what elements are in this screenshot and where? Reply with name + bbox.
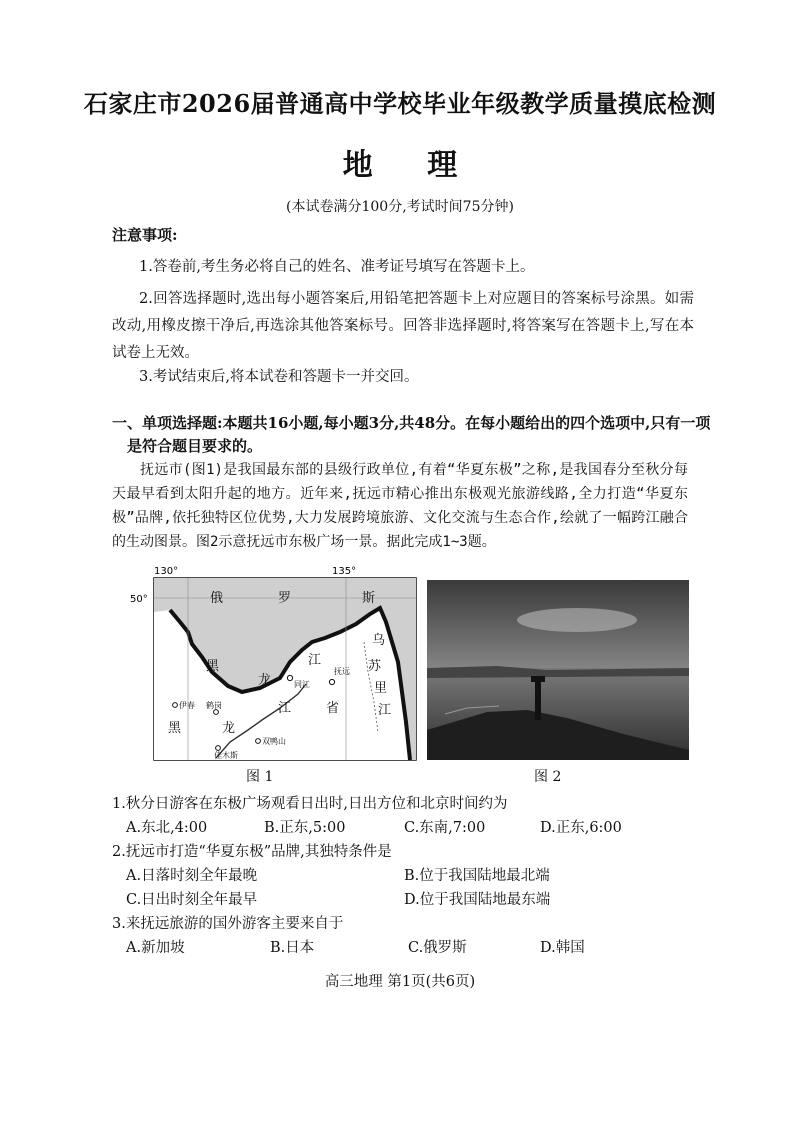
photo-svg <box>427 580 689 760</box>
figure-2-photo <box>427 580 689 760</box>
label-lon-130: 130° <box>154 566 179 577</box>
notice-item-2: 2.回答选择题时,选出每小题答案后,用铅笔把答题卡上对应题目的答案标号涂黑。如需改动,用橡皮擦干净后,再选涂其他答案标号。回答非选择题时,将答案写在答题卡上,写在本试卷上无效。 <box>112 291 694 361</box>
label-shuangyashan: 双鸭山 <box>262 737 286 746</box>
figure-2-caption: 图 2 <box>534 769 562 785</box>
city-dot-tongjiang <box>287 675 292 680</box>
monument-top <box>531 676 545 682</box>
exam-meta: (本试卷满分100分,考试时间75分钟) <box>286 199 514 215</box>
q2-option-a: A.日落时刻全年最晚 <box>126 868 258 884</box>
label-tongjiang: 同江 <box>294 680 310 689</box>
stem-text: 抚远市(图1)是我国最东部的县级行政单位,有着“华夏东极”之称,是我国春分至秋分每天最早看到太阳升起的地方。近年来,抚远市精心推出东极观光旅游线路,全力打造“华夏东极”品牌,依托独特区位优势,大力发展跨境旅游、文化交流与生态合作,绘就了一幅跨江融合的生动图景。图2示意抚远市东极广场一景。据此完成1~3题。 <box>112 462 688 550</box>
label-russia-1: 俄 <box>210 591 224 606</box>
notice-heading: 注意事项: <box>112 226 178 244</box>
label-wusuli-1: 乌 <box>372 633 386 648</box>
city-dot-yichun <box>173 703 178 708</box>
sun-glow <box>517 608 637 632</box>
q2-option-d: D.位于我国陆地最东端 <box>404 892 551 908</box>
question-3-stem: 3.来抚远旅游的国外游客主要来自于 <box>112 916 344 932</box>
notice-item-1: 1.答卷前,考生务必将自己的姓名、准考证号填写在答题卡上。 <box>139 259 535 275</box>
label-russia-3: 斯 <box>362 591 376 606</box>
map-svg <box>130 562 425 762</box>
label-province-3: 江 <box>278 701 292 716</box>
notice-item-3: 3.考试结束后,将本试卷和答题卡一并交回。 <box>139 369 419 385</box>
section-heading: 一、单项选择题:本题共16小题,每小题3分,共48分。在每小题给出的四个选项中,只有一项是符合题目要求的。 <box>112 414 711 455</box>
label-river-jiang: 江 <box>308 653 322 668</box>
q3-option-d: D.韩国 <box>540 940 585 956</box>
city-dot-hegang <box>214 710 219 715</box>
label-river-long: 龙 <box>258 673 272 688</box>
label-wusuli-4: 江 <box>378 703 392 718</box>
q2-option-c: C.日出时刻全年最早 <box>126 892 258 908</box>
label-jiamusi: 佳木斯 <box>214 751 238 760</box>
q1-option-d: D.正东,6:00 <box>540 820 622 836</box>
subject-title: 地 理 <box>342 148 480 183</box>
question-2-stem: 2.抚远市打造“华夏东极”品牌,其独特条件是 <box>112 844 392 860</box>
q2-option-b: B.位于我国陆地最北端 <box>404 868 550 884</box>
figure-1-caption: 图 1 <box>246 769 274 785</box>
question-stem-passage <box>112 458 688 554</box>
label-hegang: 鹤岗 <box>206 701 222 710</box>
label-province-4: 省 <box>326 701 340 716</box>
label-province-2: 龙 <box>222 721 236 736</box>
exam-title: 石家庄市2026届普通高中学校毕业年级教学质量摸底检测 <box>83 89 717 118</box>
q1-option-b: B.正东,5:00 <box>264 820 346 836</box>
label-wusuli-2: 苏 <box>368 659 382 674</box>
q1-option-c: C.东南,7:00 <box>404 820 486 836</box>
q3-option-a: A.新加坡 <box>126 940 185 956</box>
q1-option-a: A.东北,4:00 <box>126 820 208 836</box>
label-province-1: 黑 <box>168 721 182 736</box>
city-dot-jiamusi <box>216 746 221 751</box>
city-dot-shuangyashan <box>256 739 261 744</box>
q3-option-c: C.俄罗斯 <box>408 940 467 956</box>
city-dot-fuyuan <box>329 679 334 684</box>
q3-option-b: B.日本 <box>270 940 315 956</box>
label-wusuli-3: 里 <box>374 681 388 696</box>
label-fuyuan: 抚远 <box>334 667 350 676</box>
page-footer: 高三地理 第1页(共6页) <box>324 974 476 990</box>
question-1-stem: 1.秋分日游客在东极广场观看日出时,日出方位和北京时间约为 <box>112 796 508 812</box>
monument-pillar <box>535 680 541 720</box>
figure-1-map <box>130 562 425 762</box>
label-russia-2: 罗 <box>278 591 292 606</box>
label-lon-135: 135° <box>332 566 357 577</box>
label-river-hei: 黑 <box>206 659 220 674</box>
label-yichun: 伊春 <box>179 701 195 710</box>
label-lat-50: 50° <box>130 594 148 605</box>
